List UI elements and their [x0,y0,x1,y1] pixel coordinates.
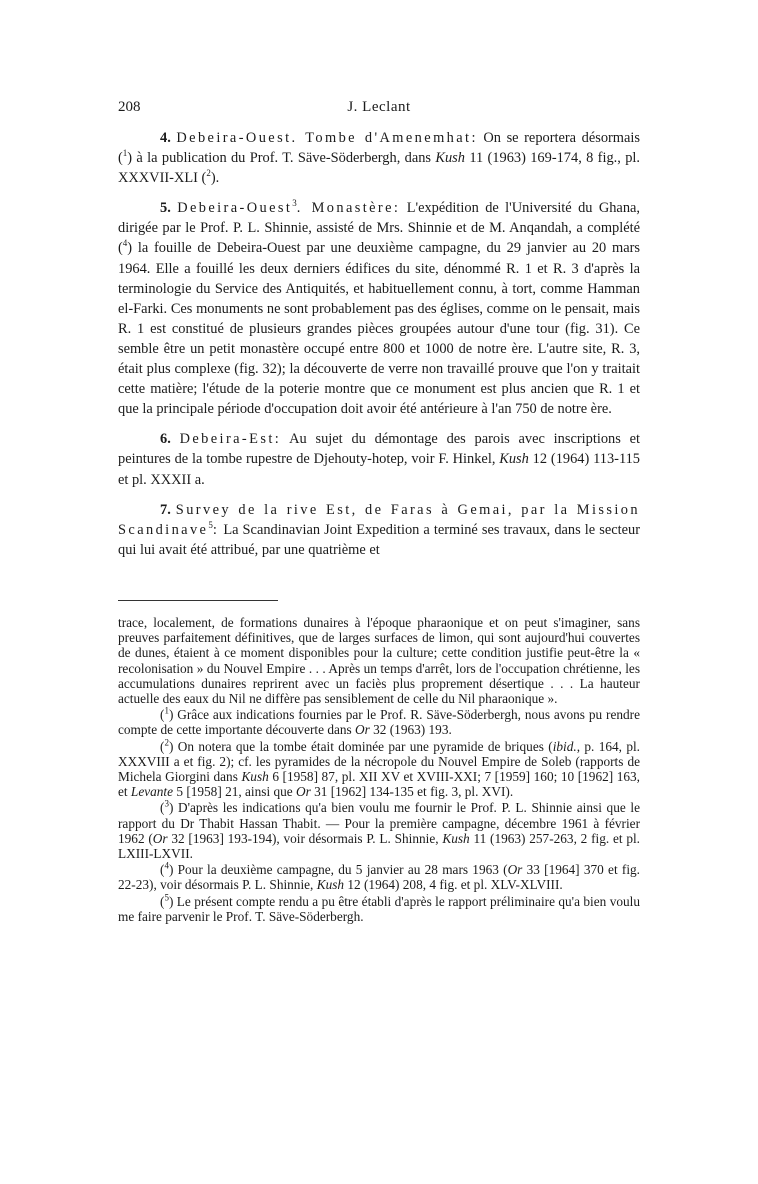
footnote-mark: 5 [164,892,169,903]
footnote-1: ($^1$) Grâce aux indications fournies par le Prof. R. Säve-Söderbergh, nous avons pu rendre compte de cette importante découverte dans Or 32 (1963) 193. [118,705,640,738]
section-heading: Debeira-Est: [179,431,282,448]
paragraph-text: 12 (1964) 113-115 et pl. XXXII a. [118,451,640,488]
paragraph-text: 11 (1963) 169-174, 8 fig., pl. XXXVII-XLI ( [118,150,640,187]
footnote-text: Grâce aux indications fournies par le Prof. R. Säve-Söderbergh, nous avons pu rendre compte de cette importante découverte dans [118,707,640,738]
section-number: 4. [160,130,171,146]
journal-title: Or [355,722,370,738]
section-number: 5. [160,200,171,217]
footnote-text: 33 [1964] 370 et fig. 22-23), voir désormais P. L. Shinnie, [118,862,640,893]
footnote-mark: 2 [164,737,169,748]
paragraph-7 [118,500,640,560]
paragraph-text: ) à la publication du Prof. T. Säve-Söderbergh, dans [127,150,436,167]
journal-title: Levante [130,784,174,800]
footnote-ref: 3 [292,198,297,209]
journal-title: Kush [316,877,345,893]
footnote-mark: 1 [164,705,169,716]
paragraph-4 [118,128,640,188]
journal-title: Or [296,784,311,800]
footnote-text: 32 (1963) 193. [369,722,452,738]
footnotes [118,615,640,924]
journal-title: Kush [499,451,529,468]
section-heading: Survey de la rive Est, de Faras à Gemai, par la Mission Scandinave [118,501,640,538]
footnote-ref: 1 [122,148,128,159]
footnote-ref: 4 [122,238,128,249]
running-head: J. Leclant [347,99,411,115]
footnote-text: 12 (1964) 208, 4 fig. et pl. XLV-XLVIII. [344,877,563,893]
footnote-ref: 2 [206,168,211,179]
footnote-mark: 4 [164,860,169,871]
footnote-text: 5 [1958] 21, ainsi que [173,784,296,800]
page-number: 208 [118,99,141,115]
section-heading: : [212,521,220,538]
section-heading: Debeira-Ouest. Tombe d'Amenemhat: [176,130,478,146]
footnote-separator [118,600,278,601]
paragraph-text: La Scandinavian Joint Expedition a terminé ses travaux, dans le secteur qui lui avait été attribué, par une quatrième et [118,521,640,558]
footnote-text: , p. 164, pl. XXXVIII a et fig. 2); cf. les pyramides de la nécropole du Nouvel Empire de Soleb (rapports de Michela Giorgini dans [118,738,640,785]
footnote-2: ($^2$) On notera que la tombe était dominée par une pyramide de briques (ibid., p. 164, pl. XXXVIII a et fig. 2); cf. les pyramides de la nécropole du Nouvel Empire de Soleb (rapports de Michela Giorgini dans Kush 6 [1958] 87, pl. XII XV et XVIII-XXI; 7 [1959] 160; 10 [1962] 163, et Levante 5 [1958] 21, ainsi que Or 31 [1962] 134-135 et fig. 3, pl. XVI). [118,737,640,800]
footnote-text: 11 (1963) 257-263, 2 fig. et pl. LXIII-LXVII. [118,830,640,862]
footnote-5: ($^5$) Le présent compte rendu a pu être établi d'après le rapport préliminaire qu'a bien voulu me faire parvenir le Prof. T. Säve-Söderbergh. [118,892,640,924]
footnote-continuation: trace, localement, de formations dunaires à l'époque pharaonique et on peut s'imaginer, sans preuves parfaitement définitives, que de larges surfaces de limon, qui sont aujourd'hui couvertes de dunes, étaient à ce moment disponibles pour la culture; cette condition justifie peut-être la « recolonisation » du Nouvel Empire . . . Après un temps d'arrêt, lors de l'occupation chrétienne, les accumulations dunaires reprirent avec un faciès plus proprement désertique . . . La hauteur actuelle des eaux du Nil ne diffère pas sensiblement de celle du Nil pharaonique ». [118,615,640,707]
paragraph-5 [118,198,640,419]
paragraph-text: ). [210,170,220,187]
journal-title: Kush [442,830,470,846]
section-heading: . Monastère: [296,200,401,217]
section-number: 7. [160,501,171,518]
footnote-4: ($^4$) Pour la deuxième campagne, du 5 janvier au 28 mars 1963 (Or 33 [1964] 370 et fig. 22-23), voir désormais P. L. Shinnie, Kush 12 (1964) 208, 4 fig. et pl. XLV-XLVIII. [118,860,640,893]
journal-title: Kush [241,769,269,785]
footnote-3: ($^3$) D'après les indications qu'a bien voulu me fournir le Prof. P. L. Shinnie ainsi que le rapport du Dr Thabit Hassan Thabit. — Pour la première campagne, décembre 1961 à février 1962 (Or 32 [1963] 193-194), voir désormais P. L. Shinnie, Kush 11 (1963) 257-263, 2 fig. et pl. LXIII-LXVII. [118,799,640,862]
journal-title: Or [152,830,168,846]
paragraph-text: On se reportera désormais ( [118,130,640,167]
journal-title: Or [507,862,523,878]
footnote-text: Le présent compte rendu a pu être établi d'après le rapport préliminaire qu'a bien voulu me faire parvenir le Prof. T. Säve-Söderbergh. [118,893,640,924]
paragraph-text: Au sujet du démontage des parois avec inscriptions et peintures de la tombe rupestre de Djehouty-hotep, voir F. Hinkel, [118,431,640,468]
footnote-text: On notera que la tombe était dominée par une pyramide de briques ( [173,738,553,754]
paragraph-text: L'expédition de l'Université du Ghana, dirigée par le Prof. P. L. Shinnie, assisté de Mrs. Shinnie et de M. Anqandah, a complété ( [118,200,640,257]
main-text [118,128,640,560]
footnote-ref: 5 [208,519,213,530]
page-header [118,99,640,121]
footnote-text: Pour la deuxième campagne, du 5 janvier au 28 mars 1963 ( [173,862,508,878]
footnote-text: 6 [1958] 87, pl. XII XV et XVIII-XXI; 7 [1959] 160; 10 [1962] 163, et [118,769,640,800]
footnote-mark: 3 [164,799,169,810]
paragraph-6 [118,429,640,489]
paragraph-text: ) la fouille de Debeira-Ouest par une deuxième campagne, du 29 janvier au 20 mars 1964. Elle a fouillé les deux derniers édifices du site, dénommé R. 1 et R. 3 d'après la terminologie du Service des Antiquités, et habituellement connu, à tort, comme Hamman el-Farki. Ces monuments ne sont probablement pas des églises, comme on le pensait, mais R. 1 est constitué de plusieurs grandes pièces groupées autour d'une tour (fig. 31). Ce semble être un petit monastère occupé entre 800 et 1000 de notre ère. L'autre site, R. 3, était plus complexe (fig. 32); la découverte de verre non travaillé prouve que l'on y traitait cette matière; l'étude de la poterie montre que ce monument est plus ancien que R. 1 et que la principale période d'occupation doit avoir été antérieure à l'an 750 de notre ère. [118,240,640,418]
footnote-text: 31 [1962] 134-135 et fig. 3, pl. XVI). [310,784,514,800]
footnote-text: 32 [1963] 193-194), voir désormais P. L. Shinnie, [167,830,443,846]
journal-title: Kush [435,150,465,167]
section-heading: Debeira-Ouest [177,200,293,217]
footnote-text: D'après les indications qu'a bien voulu me fournir le Prof. P. L. Shinnie ainsi que le rapport du Dr Thabit Hassan Thabit. — Pour la première campagne, décembre 1961 à février 1962 ( [118,800,640,846]
journal-title: ibid. [552,738,577,754]
section-number: 6. [160,431,171,448]
